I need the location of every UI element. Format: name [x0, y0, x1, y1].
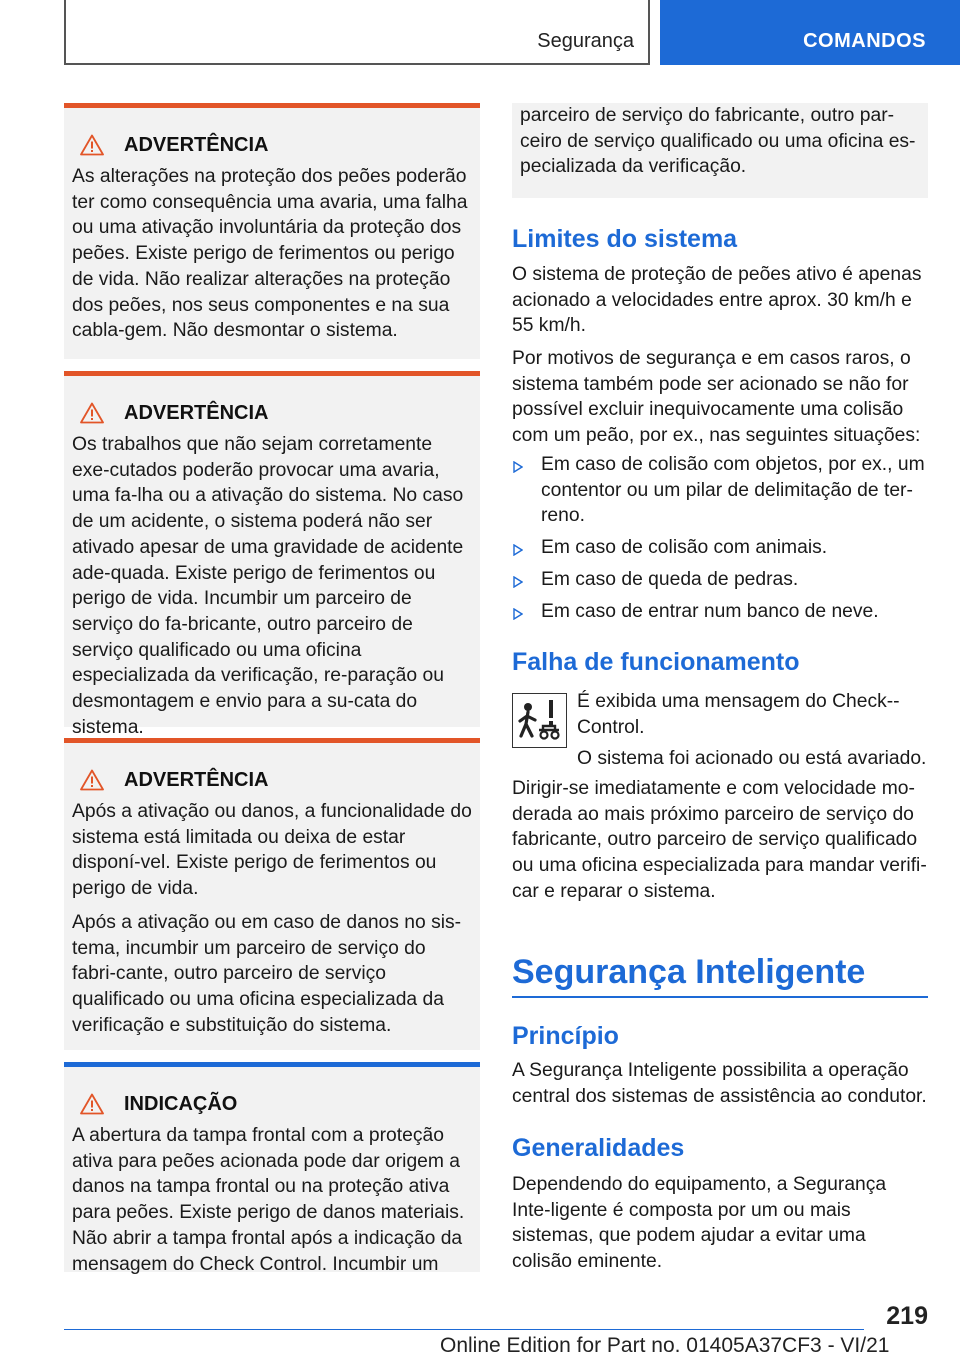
warning-box-2-header — [80, 398, 474, 428]
warning-box-2 — [64, 371, 480, 738]
bullet-triangle-icon — [513, 576, 523, 588]
page-number: 219 — [886, 1302, 928, 1330]
warning-box-1-header — [80, 130, 474, 160]
note-box — [64, 1062, 480, 1275]
list-item-text: Em caso de colisão com animais. — [541, 537, 828, 559]
list-item — [512, 599, 928, 625]
list-item-text: Em caso de colisão com objetos, por ex., um contentor ou um pilar de delimitação de ter-reno. — [541, 454, 925, 527]
list-item — [512, 452, 928, 529]
header-chapter-label: COMANDOS — [803, 30, 926, 52]
warning-box-3 — [64, 738, 480, 1050]
list-item — [512, 567, 928, 593]
warning-box-2-text: Os trabalhos que não sejam corretamente exe-cutados poderão provocar uma avaria, uma fa-lha ou a ativação do sistema. No caso de um acidente, o sistema poderá não ser ativado apesar de uma gravidade de acidente ade-quada. Existe perigo de ferimentos ou perigo de vida. Incumbir um parceiro de serviço do fa-bricante, outro parceiro de serviço qualificado ou uma oficina especializada da verificação, re-paração ou desmontagem e envio para a su-cata do sistema. — [72, 434, 464, 738]
heading-principle: Princípio — [512, 1022, 619, 1050]
limits-paragraph-2: Por motivos de segurança e em casos raros, o sistema também pode ser acionado se não for possível excluir inequivocamente uma colisão com um peão, por ex., nas seguintes situações: — [512, 348, 921, 447]
warning-box-1-text: As alterações na proteção dos peões poderão ter como consequência uma avaria, uma falha ou uma ativação involuntária da proteção dos peões. Existe perigo de ferimentos ou perigo de vida. Não realizar alterações na proteção dos peões, nos seus componentes e na sua cabla-gem. Não desmontar o sistema. — [72, 166, 468, 342]
limits-situations-list — [512, 452, 928, 630]
malfunction-message-1: É exibida uma mensagem do Check--Control. — [577, 691, 900, 738]
warning-box-1 — [64, 103, 480, 359]
heading-underline — [512, 996, 928, 998]
warning-triangle-icon — [80, 1093, 104, 1115]
note-box-header — [80, 1089, 474, 1119]
bullet-triangle-icon — [513, 608, 523, 620]
warning-box-2-title: ADVERTÊNCIA — [124, 401, 269, 424]
heading-general: Generalidades — [512, 1134, 685, 1162]
limits-paragraph-1: O sistema de proteção de peões ativo é apenas acionado a velocidades entre aprox. 30 km/h e 55 km/h. — [512, 264, 922, 337]
warning-box-3-title: ADVERTÊNCIA — [124, 768, 269, 791]
list-item-text: Em caso de queda de pedras. — [541, 568, 799, 590]
warning-triangle-icon — [80, 769, 104, 791]
general-paragraph: Dependendo do equipamento, a Segurança Inte-ligente é composta por um ou mais sistemas, que podem ajudar a evitar uma colisão eminente. — [512, 1174, 887, 1273]
warning-box-3-text-2: Após a ativação ou em caso de danos no sis-tema, incumbir um parceiro de serviço do fabri-cante, outro parceiro de serviço qualificado ou uma oficina especializada da verificação e substituição do sistema. — [72, 911, 462, 1036]
header-section-title: Segurança — [537, 30, 634, 52]
malfunction-paragraph: Dirigir-se imediatamente e com velocidade mo-derada ao mais próximo parceiro de serviço do fabricante, outro parceiro de serviço qualificado ou uma oficina especializada para mandar verifi-car e reparar o sistema. — [512, 778, 927, 902]
pedestrian-protection-icon — [512, 693, 567, 748]
note-box-title: INDICAÇÃO — [124, 1092, 238, 1115]
warning-triangle-icon — [80, 134, 104, 156]
note-box-text: A abertura da tampa frontal com a proteção ativa para peões acionada pode dar origem a danos na tampa frontal ou na proteção ativa para peões. Existe perigo de danos materiais. Não abrir a tampa frontal após a indicação da mensagem do Check Control. Incumbir um — [72, 1125, 465, 1275]
bullet-triangle-icon — [513, 461, 523, 473]
list-item — [512, 535, 928, 561]
continued-note-text: parceiro de serviço do fabricante, outro par-ceiro de serviço qualificado ou uma oficina es-pecializada da verificação. — [520, 105, 916, 178]
principle-paragraph: A Segurança Inteligente possibilita a operação central dos sistemas de assistência ao condutor. — [512, 1060, 927, 1107]
heading-system-limits: Limites do sistema — [512, 225, 738, 253]
header-section-box — [64, 0, 650, 65]
warning-box-3-header — [80, 765, 474, 795]
bullet-triangle-icon — [513, 544, 523, 556]
footer-edition: Online Edition for Part no. 01405A37CF3 - VI/21 — [440, 1334, 890, 1357]
list-item-text: Em caso de entrar num banco de neve. — [541, 600, 879, 622]
malfunction-message-2: O sistema foi acionado ou está avariado. — [577, 748, 927, 769]
warning-box-3-text-1: Após a ativação ou danos, a funcionalidade do sistema está limitada ou deixa de estar disponí-vel. Existe perigo de ferimentos ou perigo de vida. — [72, 801, 472, 900]
heading-intelligent-safety: Segurança Inteligente — [512, 953, 866, 991]
warning-box-1-title: ADVERTÊNCIA — [124, 133, 269, 156]
continued-note-box — [512, 103, 928, 198]
heading-malfunction: Falha de funcionamento — [512, 648, 800, 676]
footer-rule — [64, 1329, 864, 1330]
header-chapter-tab — [660, 0, 960, 65]
warning-triangle-icon — [80, 402, 104, 424]
